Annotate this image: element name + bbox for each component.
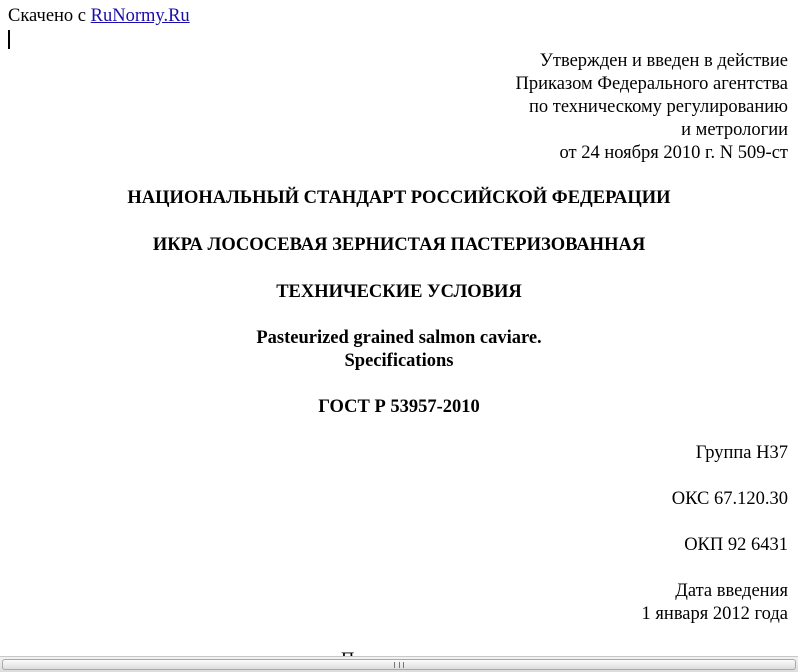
source-line — [8, 5, 190, 28]
source-link[interactable]: RuNormy.Ru — [90, 6, 190, 26]
approval-line: Приказом Федерального агентства — [515, 74, 788, 94]
approval-line: Утвержден и введен в действие — [539, 51, 788, 71]
standard-type-heading: НАЦИОНАЛЬНЫЙ СТАНДАРТ РОССИЙСКОЙ ФЕДЕРАЦИИ — [127, 188, 671, 208]
approval-line: и метрологии — [681, 120, 788, 140]
approval-line: по техническому регулированию — [528, 97, 788, 117]
english-title-line1: Pasteurized grained salmon caviare. — [256, 328, 542, 348]
grip-icon — [394, 662, 404, 668]
text-cursor — [8, 30, 10, 49]
source-prefix: Скачено с — [8, 6, 87, 26]
introduction-label: Дата введения — [675, 581, 788, 601]
approval-line: от 24 ноября 2010 г. N 509-ст — [559, 143, 788, 163]
approval-block — [516, 50, 789, 165]
okp-code: ОКП 92 6431 — [684, 535, 788, 555]
horizontal-scrollbar[interactable] — [0, 656, 798, 672]
group-code: Группа Н37 — [695, 443, 788, 463]
document-title: ИКРА ЛОСОСЕВАЯ ЗЕРНИСТАЯ ПАСТЕРИЗОВАННАЯ — [152, 235, 646, 255]
english-title-line2: Specifications — [344, 351, 454, 371]
introduction-date: 1 января 2012 года — [641, 604, 788, 624]
standard-designation: ГОСТ Р 53957-2010 — [318, 397, 480, 417]
oks-code: ОКС 67.120.30 — [671, 489, 788, 509]
document-subtitle: ТЕХНИЧЕСКИЕ УСЛОВИЯ — [276, 282, 522, 302]
scrollbar-thumb[interactable] — [2, 659, 796, 670]
